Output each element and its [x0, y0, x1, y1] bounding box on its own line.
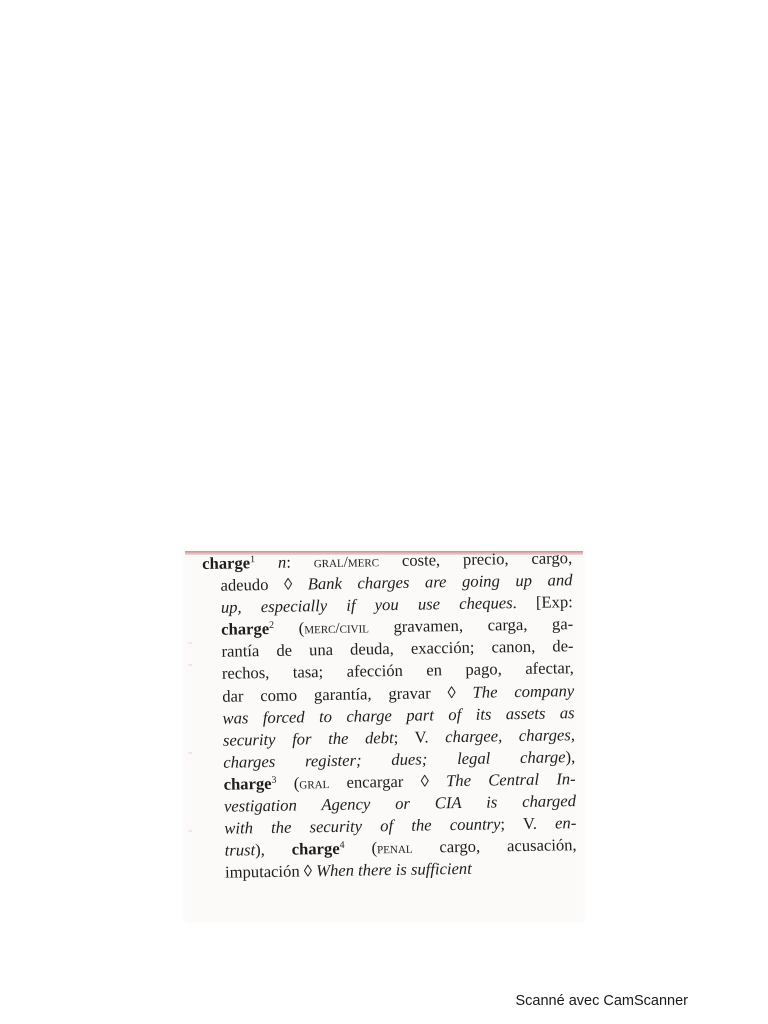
example-text: security for the debt	[222, 727, 394, 750]
example-text: trust	[224, 840, 256, 860]
entry-text: (	[276, 773, 300, 793]
entry-text: dar como garantía, gravar ◊	[222, 682, 473, 706]
entry-text: rechos, tasa; afección en pago, afectar,	[221, 658, 575, 684]
entry-text: ),	[254, 839, 292, 860]
entry-text: ; V.	[393, 726, 446, 747]
entry-text: ),	[565, 747, 576, 767]
entry-text: cargo, acusación,	[412, 835, 577, 857]
margin-mark: -	[188, 823, 193, 838]
example-text: charges register; dues; legal charge	[223, 747, 566, 772]
sense-number: 3	[271, 774, 277, 786]
sense-number: 2	[268, 620, 275, 632]
entry-text: . [Exp:	[512, 592, 573, 613]
headword: charge	[291, 839, 340, 859]
headword: charge	[221, 619, 270, 639]
example-text: chargee, charges,	[445, 724, 576, 746]
sense-number: 4	[339, 840, 345, 852]
entry-text: encargar ◊	[329, 771, 447, 792]
example-text: n	[277, 552, 287, 572]
sense-number: 1	[249, 554, 256, 566]
domain-label: gral	[299, 775, 330, 793]
entry-text: :	[286, 552, 314, 572]
entry-text: gravamen, carga, ga-	[368, 614, 574, 637]
domain-label: penal	[376, 840, 413, 858]
entry-text: adeudo ◊	[220, 574, 308, 595]
example-text: When there is sufficient	[316, 859, 472, 881]
entry-text: imputación ◊	[224, 861, 317, 882]
entry-text	[255, 553, 278, 572]
margin-mark: -	[188, 657, 193, 672]
entry-text: rantía de una deuda, exacción; canon, de-	[221, 636, 574, 662]
dictionary-entry-charge	[202, 547, 577, 884]
domain-label: gral/merc	[313, 554, 380, 572]
entry-text: (	[273, 618, 305, 639]
example-text: The company	[472, 680, 575, 702]
entry-text: ; V.	[500, 813, 556, 834]
camscanner-watermark: Scanné avec CamScanner	[515, 993, 688, 1009]
margin-mark: -	[188, 635, 193, 650]
example-text: vestigation Agency or CIA is charged	[223, 791, 577, 816]
example-text: Bank charges are going up and	[307, 570, 573, 594]
example-text: was forced to charge part of its assets as	[222, 702, 575, 728]
entry-text: coste, precio, cargo,	[378, 548, 573, 571]
headword: charge	[223, 773, 272, 794]
example-text: en-	[554, 813, 577, 833]
entry-text: (	[344, 838, 378, 859]
example-text: up, especially if you use cheques	[220, 593, 513, 617]
example-text: The Central In-	[445, 769, 576, 791]
margin-mark: -	[188, 745, 193, 760]
example-text: with the security of the country	[224, 814, 501, 838]
domain-label: merc/civil	[304, 620, 370, 638]
headword: charge	[202, 553, 251, 573]
